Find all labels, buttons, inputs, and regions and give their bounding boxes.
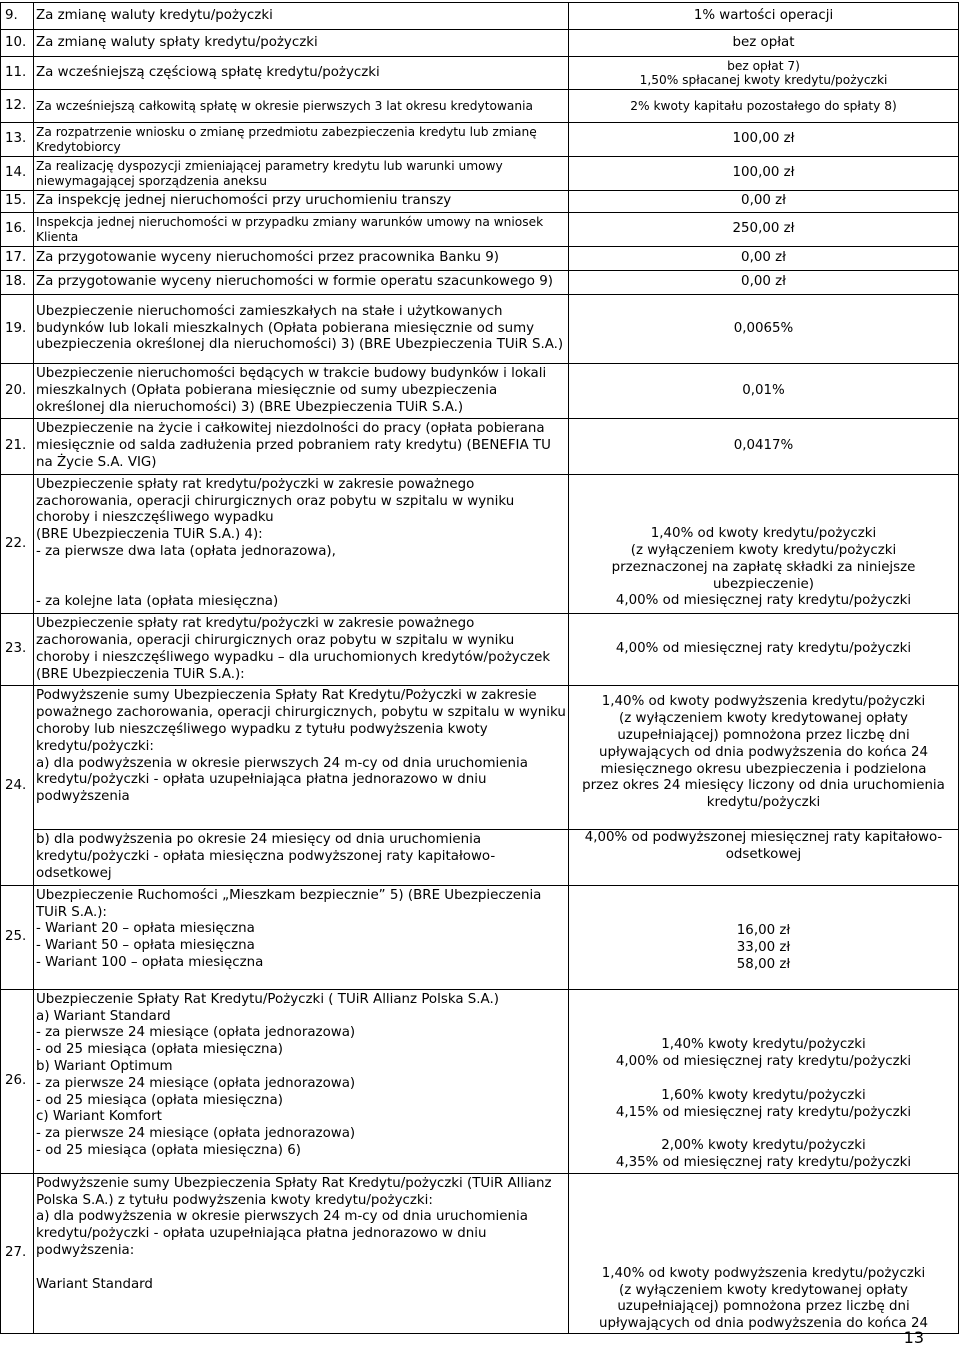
row-value: 0,0065% (569, 295, 959, 364)
row-description: Ubezpieczenie Ruchomości „Mieszkam bezpiecznie” 5) (BRE Ubezpieczenia TUiR S.A.): - Wariant 20 – opłata miesięczna - Wariant 50 – opłata miesięczna - Wariant 100 – opłata miesięczna (34, 885, 569, 989)
row-value: 0,00 zł (569, 247, 959, 271)
row-value: bez opłat (569, 30, 959, 57)
row-number: 17. (1, 247, 34, 271)
table-row (1, 157, 959, 191)
row-description: Ubezpieczenie na życie i całkowitej niezdolności do pracy (opłata pobierana miesięcznie od salda zadłużenia przed pobraniem raty kredytu) (BENEFIA TU na Życie S.A. VIG) (34, 419, 569, 474)
row-value: 1,40% kwoty kredytu/pożyczki 4,00% od miesięcznej raty kredytu/pożyczki 1,60% kwoty kredytu/pożyczki 4,15% od miesięcznej raty kredytu/pożyczki 2,00% kwoty kredytu/pożyczki 4,35% od miesięcznej raty kredytu/pożyczki (569, 989, 959, 1173)
row-description: Za realizację dyspozycji zmieniającej parametry kredytu lub warunki umowy niewymagającej sporządzenia aneksu (34, 157, 569, 191)
row-description: Inspekcja jednej nieruchomości w przypadku zmiany warunków umowy na wniosek Klienta (34, 213, 569, 247)
row-value: 4,00% od miesięcznej raty kredytu/pożyczki (569, 614, 959, 686)
row-description: Ubezpieczenie spłaty rat kredytu/pożyczki w zakresie poważnego zachorowania, operacji chirurgicznych oraz pobytu w szpitalu w wyniku choroby i nieszczęśliwego wypadku – dla uruchomionych kredytów/pożyczek (BRE Ubezpieczenia TUiR S.A.): (34, 614, 569, 686)
row-number: 14. (1, 157, 34, 191)
row-number: 12. (1, 90, 34, 123)
row-value-b: 4,00% od podwyższonej miesięcznej raty kapitałowo- odsetkowej (569, 830, 959, 885)
row-description: Za przygotowanie wyceny nieruchomości przez pracownika Banku 9) (34, 247, 569, 271)
table-row (1, 191, 959, 213)
table-row (1, 213, 959, 247)
row-description: Za przygotowanie wyceny nieruchomości w formie operatu szacunkowego 9) (34, 271, 569, 295)
row-description: Ubezpieczenie nieruchomości zamieszkałych na stałe i użytkowanych budynków lub lokali mieszkalnych (Opłata pobierana miesięcznie od sumy ubezpieczenia określonej dla nieruchomości) 3) (BRE Ubezpieczenia TUiR S.A.) (34, 295, 569, 364)
row-description: Ubezpieczenie spłaty rat kredytu/pożyczki w zakresie poważnego zachorowania, operacji chirurgicznych oraz pobytu w szpitalu w wyniku choroby i nieszczęśliwego wypadku (BRE Ubezpieczenia TUiR S.A.) 4): - za pierwsze dwa lata (opłata jednorazowa), - za kolejne lata (opłata miesięczna) (34, 474, 569, 613)
row-number: 15. (1, 191, 34, 213)
row-number: 13. (1, 123, 34, 157)
table-row (1, 30, 959, 57)
row-description: Za wcześniejszą częściową spłatę kredytu/pożyczki (34, 57, 569, 90)
row-value: bez opłat 7) 1,50% spłacanej kwoty kredytu/pożyczki (569, 57, 959, 90)
table-row (1, 57, 959, 90)
row-value: 16,00 zł 33,00 zł 58,00 zł (569, 885, 959, 989)
row-number: 16. (1, 213, 34, 247)
table-row (1, 830, 959, 885)
table-row (1, 123, 959, 157)
row-number: 11. (1, 57, 34, 90)
row-description: Za inspekcję jednej nieruchomości przy uruchomieniu transzy (34, 191, 569, 213)
row-description: Podwyższenie sumy Ubezpieczenia Spłaty Rat Kredytu/pożyczki (TUiR Allianz Polska S.A.) z tytułu podwyższenia kwoty kredytu/pożyczki: a) dla podwyższenia w okresie pierwszych 24 m-cy od dnia uruchomienia kredytu/pożyczki - opłata uzupełniająca płatna jednorazowo w dniu podwyższenia: Wariant Standard (34, 1173, 569, 1333)
row-description: Ubezpieczenie Spłaty Rat Kredytu/Pożyczki ( TUiR Allianz Polska S.A.) a) Wariant Standard - za pierwsze 24 miesiące (opłata jednorazowa) - od 25 miesiąca (opłata miesięczna) b) Wariant Optimum - za pierwsze 24 miesiące (opłata jednorazowa) - od 25 miesiąca (opłata miesięczna) c) Wariant Komfort - za pierwsze 24 miesiące (opłata jednorazowa) - od 25 miesiąca (opłata miesięczna) 6) (34, 989, 569, 1173)
table-row (1, 686, 959, 830)
table-row (1, 364, 959, 419)
row-number: 20. (1, 364, 34, 419)
row-description: Podwyższenie sumy Ubezpieczenia Spłaty Rat Kredytu/Pożyczki w zakresie poważnego zachorowania, operacji chirurgicznych, pobytu w szpitalu w wyniku choroby lub nieszczęśliwego wypadku z tytułu podwyższenia kwoty kredytu/pożyczki: a) dla podwyższenia w okresie pierwszych 24 m-cy od dnia uruchomienia kredytu/pożyczki - opłata uzupełniająca płatna jednorazowo w dniu podwyższenia (34, 686, 569, 830)
table-row (1, 614, 959, 686)
table-row (1, 295, 959, 364)
row-value: 250,00 zł (569, 213, 959, 247)
table-row (1, 271, 959, 295)
table-row (1, 247, 959, 271)
row-description: Za wcześniejszą całkowitą spłatę w okresie pierwszych 3 lat okresu kredytowania (34, 90, 569, 123)
row-value: 2% kwoty kapitału pozostałego do spłaty 8) (569, 90, 959, 123)
row-number: 9. (1, 3, 34, 30)
table-row (1, 474, 959, 613)
row-value: 1,40% od kwoty podwyższenia kredytu/pożyczki (z wyłączeniem kwoty kredytowanej opłaty uzupełniającej) pomnożona przez liczbę dni upływających od dnia podwyższenia do końca 24 miesięcznego okresu ubezpieczenia i podzielona przez okres 24 miesięcy liczony od dnia uruchomienia kredytu/pożyczki (569, 686, 959, 830)
page-number: 13 (903, 1328, 924, 1347)
row-value: 1% wartości operacji (569, 3, 959, 30)
row-number: 21. (1, 419, 34, 474)
row-number: 27. (1, 1173, 34, 1333)
table-row (1, 989, 959, 1173)
row-number: 10. (1, 30, 34, 57)
row-number: 19. (1, 295, 34, 364)
row-number: 25. (1, 885, 34, 989)
fees-table (0, 2, 959, 1334)
row-value: 100,00 zł (569, 157, 959, 191)
row-value: 1,40% od kwoty kredytu/pożyczki (z wyłączeniem kwoty kredytu/pożyczki przeznaczonej na zapłatę składki za niniejsze ubezpieczenie) 4,00% od miesięcznej raty kredytu/pożyczki (569, 474, 959, 613)
row-value: 0,00 zł (569, 191, 959, 213)
row-description: Za zmianę waluty spłaty kredytu/pożyczki (34, 30, 569, 57)
row-value: 1,40% od kwoty podwyższenia kredytu/pożyczki (z wyłączeniem kwoty kredytowanej opłaty uzupełniającej) pomnożona przez liczbę dni upływających od dnia podwyższenia do końca 24 (569, 1173, 959, 1333)
row-value: 0,0417% (569, 419, 959, 474)
row-description: Ubezpieczenie nieruchomości będących w trakcie budowy budynków i lokali mieszkalnych (Opłata pobierana miesięcznie od sumy ubezpieczenia określonej dla nieruchomości) 3) (BRE Ubezpieczenia TUiR S.A.) (34, 364, 569, 419)
row-value: 0,00 zł (569, 271, 959, 295)
table-row (1, 419, 959, 474)
row-value: 0,01% (569, 364, 959, 419)
row-number: 18. (1, 271, 34, 295)
row-number: 22. (1, 474, 34, 613)
table-row (1, 885, 959, 989)
table-row (1, 3, 959, 30)
row-description-b: b) dla podwyższenia po okresie 24 miesięcy od dnia uruchomienia kredytu/pożyczki - opłata miesięczna podwyższonej raty kapitałowo-odsetkowej (34, 830, 569, 885)
row-description: Za zmianę waluty kredytu/pożyczki (34, 3, 569, 30)
row-number: 26. (1, 989, 34, 1173)
table-row (1, 1173, 959, 1333)
table-row (1, 90, 959, 123)
row-number: 23. (1, 614, 34, 686)
row-value: 100,00 zł (569, 123, 959, 157)
row-number: 24. (1, 686, 34, 885)
row-description: Za rozpatrzenie wniosku o zmianę przedmiotu zabezpieczenia kredytu lub zmianę Kredytobiorcy (34, 123, 569, 157)
